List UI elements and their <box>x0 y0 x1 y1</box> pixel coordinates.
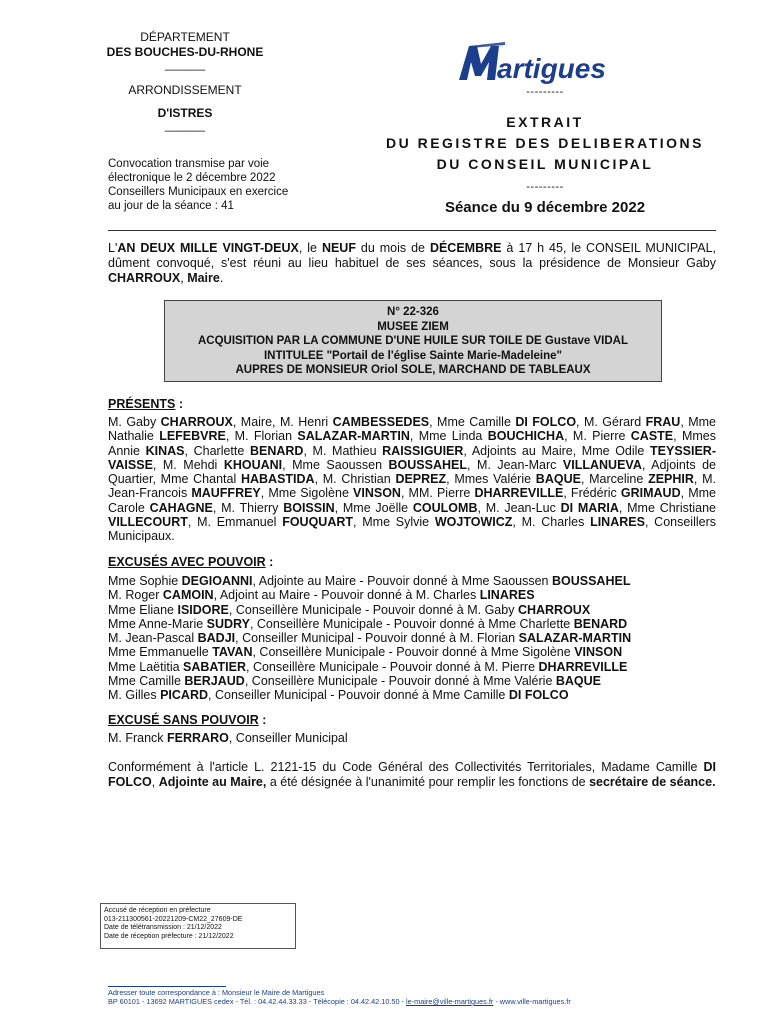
member-name: DEGIOANNI <box>181 574 253 588</box>
proxy-recipient: CHARROUX <box>517 602 591 617</box>
footer-divider <box>108 986 226 987</box>
secretary-role: Adjointe au Maire, <box>158 774 267 789</box>
member-title: M. Jean-Pascal <box>108 631 198 646</box>
extrait-title <box>370 112 720 175</box>
member-name: BENARD <box>249 443 304 458</box>
member-role: , Conseiller Municipal <box>228 731 348 745</box>
presents-section <box>108 397 716 544</box>
member-name: BOISSIN <box>283 500 335 515</box>
member-name: SABATIER <box>183 659 246 674</box>
intro-text: L' <box>108 241 118 255</box>
member-name: TEYSSIER-VAISSE <box>108 443 717 472</box>
proxy-text: , Conseillère Municipale - Pouvoir donné à M. Pierre <box>246 659 539 674</box>
member-title: Mme Emmanuelle <box>108 645 213 660</box>
intro-mayor-title: Maire <box>187 271 220 285</box>
member-name: BOUSSAHEL <box>388 457 467 472</box>
proxy-entry <box>108 588 716 602</box>
excuse-without-proxy-section <box>108 713 716 745</box>
intro-text: à 17 h 45, le CONSEIL MUNICIPAL, dûment convoqué, s'est réuni au lieu habituel de ses séances, sous la présidence de Monsieur Gaby <box>108 241 717 270</box>
member-name: CHARROUX <box>160 415 233 429</box>
receipt-line: Date de télétransmission : 21/12/2022 <box>104 924 222 931</box>
member-name: BAQUE <box>535 472 581 487</box>
footer-contact-text: BP 60101 - 13692 MARTIGUES cedex - Tél. : 04.42.44.33.33 - Télécopie : 04.42.42.10.50 - <box>108 997 407 1006</box>
department-label: DÉPARTEMENT <box>140 30 230 44</box>
member-title: Mme Laëtitia <box>108 659 184 674</box>
proxy-text: , Conseillère Municipale - Pouvoir donné à Mme Valérie <box>244 674 556 689</box>
separator: --------- <box>526 181 564 193</box>
proxy-entry <box>108 645 716 659</box>
extrait-line: EXTRAIT <box>506 114 584 130</box>
convocation-info <box>108 157 308 213</box>
proxy-text: , Adjointe au Maire - Pouvoir donné à Mme Saoussen <box>252 574 552 588</box>
proxy-recipient: SALAZAR-MARTIN <box>518 631 632 646</box>
secretary-text: Conformément à l'article L. 2121-15 du Code Général des Collectivités Territoriales, Madame Camille <box>108 760 704 774</box>
footer-address-line: Adresser toute correspondance à : Monsieur le Maire de Martigues <box>108 988 325 997</box>
member-title: Mme Sophie <box>108 574 182 588</box>
conseil-line: DU CONSEIL MUNICIPAL <box>436 156 654 172</box>
deliberation-line: MUSEE ZIEM <box>377 320 449 333</box>
member-name: DEPREZ <box>395 472 447 487</box>
document-title-block <box>370 86 720 216</box>
member-name: CAMBESSEDES <box>332 415 430 429</box>
member-name: SALAZAR-MARTIN <box>297 429 410 444</box>
deliberation-line: AUPRES DE MONSIEUR Oriol SOLE, MARCHAND DE TABLEAUX <box>235 364 591 376</box>
proxy-recipient: VINSON <box>574 645 623 660</box>
intro-text: du mois de <box>355 241 430 255</box>
member-name: FRAU <box>645 415 681 429</box>
deliberation-line: INTITULEE "Portail de l'église Sainte Marie-Madeleine" <box>263 349 563 362</box>
logo-graphic <box>455 40 635 84</box>
receipt-line: Date de réception préfecture : 21/12/2022 <box>104 932 234 940</box>
excuse-colon: : <box>258 713 267 727</box>
proxy-entry <box>108 603 716 617</box>
member-name: CAMOIN <box>162 588 214 603</box>
receipt-line: Accusé de réception en préfecture <box>104 907 211 914</box>
proxy-entry <box>108 660 716 674</box>
member-name: FERRARO <box>167 731 229 745</box>
member-name: VILLECOURT <box>108 515 188 530</box>
intro-month: DÉCEMBRE <box>429 241 502 255</box>
registre-line: DU REGISTRE DES DELIBERATIONS <box>385 135 705 151</box>
proxy-text: , Conseillère Municipale - Pouvoir donné à Mme Sigolène <box>252 645 575 660</box>
intro-day: NEUF <box>321 241 356 255</box>
convocation-line: au jour de la séance : 41 <box>108 200 234 212</box>
proxy-text: , Adjoint au Maire - Pouvoir donné à M. Charles <box>213 588 480 603</box>
prefecture-receipt-box <box>100 903 296 949</box>
member-name: KINAS <box>145 443 185 458</box>
member-name: SUDRY <box>206 616 250 631</box>
proxy-entry <box>108 617 716 631</box>
deliberation-box <box>164 300 662 382</box>
member-name: DI MARIA <box>560 500 619 515</box>
separator: --------- <box>526 86 564 98</box>
proxy-recipient: BOUSSAHEL <box>551 574 631 588</box>
proxy-entry <box>108 688 716 702</box>
member-name: GRIMAUD <box>620 486 681 501</box>
excuses-with-proxy-title: EXCUSÉS AVEC POUVOIR <box>108 555 266 569</box>
footer <box>108 988 718 1006</box>
proxy-text: , Conseillère Municipale - Pouvoir donné à M. Gaby <box>228 602 518 617</box>
seance-date: Séance du 9 décembre 2022 <box>444 199 646 216</box>
member-name: BERJAUD <box>184 674 245 689</box>
convocation-line: électronique le 2 décembre 2022 <box>108 172 276 184</box>
intro-year: AN DEUX MILLE VINGT-DEUX <box>117 241 299 255</box>
proxy-text: , Conseiller Municipal - Pouvoir donné à Mme Camille <box>208 688 509 703</box>
member-name: PICARD <box>160 688 209 703</box>
member-name: COULOMB <box>412 500 478 515</box>
department-name: DES BOUCHES-DU-RHONE <box>106 45 264 59</box>
secretary-name: DI FOLCO <box>108 760 716 789</box>
member-title: Mme Anne-Marie <box>108 616 207 631</box>
member-title: Mme Camille <box>108 674 185 689</box>
intro-text: . <box>219 271 224 285</box>
intro-paragraph <box>108 241 716 286</box>
logo-text: artigues <box>497 53 606 84</box>
member-name: ISIDORE <box>177 602 229 617</box>
member-name: CASTE <box>630 429 674 444</box>
excuses-colon: : <box>265 555 274 569</box>
member-name: DI FOLCO <box>515 415 577 429</box>
member-title: Mme Eliane <box>108 602 178 617</box>
separator: ______ <box>164 57 206 71</box>
proxy-recipient: DHARREVILLE <box>538 659 628 674</box>
footer-contact-line <box>108 997 718 1006</box>
arrondissement-name: D'ISTRES <box>157 106 213 120</box>
secretary-paragraph <box>108 760 716 789</box>
member-name: BADJI <box>197 631 236 646</box>
separator: ______ <box>164 118 206 132</box>
convocation-line: Conseillers Municipaux en exercice <box>108 186 289 198</box>
excuse-without-proxy-title: EXCUSÉ SANS POUVOIR <box>108 713 259 727</box>
proxy-recipient: BAQUE <box>555 674 602 689</box>
presents-colon: : <box>175 397 184 411</box>
department-header <box>100 30 270 136</box>
martigues-logo <box>455 40 635 84</box>
intro-text: , <box>180 271 188 285</box>
receipt-id: 013-211300561-20221209-CM22_27609-DE <box>104 915 243 923</box>
member-name: LINARES <box>590 515 645 530</box>
excuses-with-proxy-section <box>108 555 716 703</box>
member-name: VILLANUEVA <box>562 457 642 472</box>
member-name: BOUCHICHA <box>487 429 565 444</box>
presents-title: PRÉSENTS <box>108 397 176 411</box>
member-name: TAVAN <box>212 645 253 660</box>
member-name: KHOUANI <box>223 457 283 472</box>
excuses-with-proxy-list <box>108 574 716 703</box>
footer-website-text: - www.ville-martigues.fr <box>493 997 571 1006</box>
convocation-line: Convocation transmise par voie <box>108 158 270 170</box>
proxy-entry <box>108 674 716 688</box>
intro-mayor-name: CHARROUX <box>108 271 181 285</box>
member-name: FOUQUART <box>282 515 354 530</box>
deliberation-line: ACQUISITION PAR LA COMMUNE D'UNE HUILE SUR TOILE DE Gustave VIDAL <box>198 335 628 347</box>
proxy-text: , Conseillère Municipale - Pouvoir donné à Mme Charlette <box>249 616 574 631</box>
secretary-function: secrétaire de séance. <box>589 774 716 789</box>
proxy-recipient: BENARD <box>573 616 628 631</box>
member-name: CAHAGNE <box>149 500 213 515</box>
arrondissement-label: ARRONDISSEMENT <box>128 83 242 97</box>
member-name: ZEPHIR <box>648 472 694 487</box>
member-name: HABASTIDA <box>240 472 315 487</box>
member-name: LEFEBVRE <box>159 429 226 444</box>
excuse-without-proxy-entry <box>108 731 716 745</box>
proxy-entry <box>108 631 716 645</box>
proxy-entry <box>108 574 716 588</box>
proxy-recipient: DI FOLCO <box>508 688 569 703</box>
secretary-text: , <box>151 774 159 789</box>
intro-text: , le <box>298 241 322 255</box>
proxy-recipient: LINARES <box>479 588 535 603</box>
header-divider <box>108 230 716 231</box>
member-title: M. Roger <box>108 588 163 603</box>
proxy-text: , Conseiller Municipal - Pouvoir donné à M. Florian <box>235 631 519 646</box>
presents-list: M. Gaby CHARROUX, Maire, M. Henri CAMBESSEDES, Mme Camille DI FOLCO, M. Gérard FRAU, Mme Nathalie LEFEBVRE, M. Florian SALAZAR-MARTIN, Mme Linda BOUCHICHA, M. Pierre CASTE, Mmes Annie KINAS, Charlette BENARD, M. Mathieu RAISSIGUIER, Adjoints au Maire, Mme Odile TEYSSIER-VAISSE, M. Mehdi KHOUANI, Mme Saoussen BOUSSAHEL, M. Jean-Marc VILLANUEVA, Adjoints de Quartier, Mme Chantal HABASTIDA, M. Christian DEPREZ, Mmes Valérie BAQUE, Marceline ZEPHIR, M. Jean-Francois MAUFFREY, Mme Sigolène VINSON, MM. Pierre DHARREVILLE, Frédéric GRIMAUD, Mme Carole CAHAGNE, M. Thierry BOISSIN, Mme Joëlle COULOMB, M. Jean-Luc DI MARIA, Mme Christiane VILLECOURT, M. Emmanuel FOUQUART, Mme Sylvie WOJTOWICZ, M. Charles LINARES, Conseillers Municipaux. <box>108 415 717 544</box>
member-name: WOJTOWICZ <box>434 515 513 530</box>
member-title: M. Gilles <box>108 688 161 703</box>
member-title: M. Franck <box>108 731 168 745</box>
member-name: MAUFFREY <box>191 486 261 501</box>
member-name: RAISSIGUIER <box>382 443 464 458</box>
deliberation-number: N° 22-326 <box>387 306 439 318</box>
member-name: VINSON <box>353 486 401 501</box>
secretary-text: a été désignée à l'unanimité pour remplir les fonctions de <box>266 774 590 789</box>
mayor-email-link[interactable]: le-maire@ville-martigues.fr <box>406 997 494 1006</box>
member-name: DHARREVILLE <box>474 486 564 501</box>
